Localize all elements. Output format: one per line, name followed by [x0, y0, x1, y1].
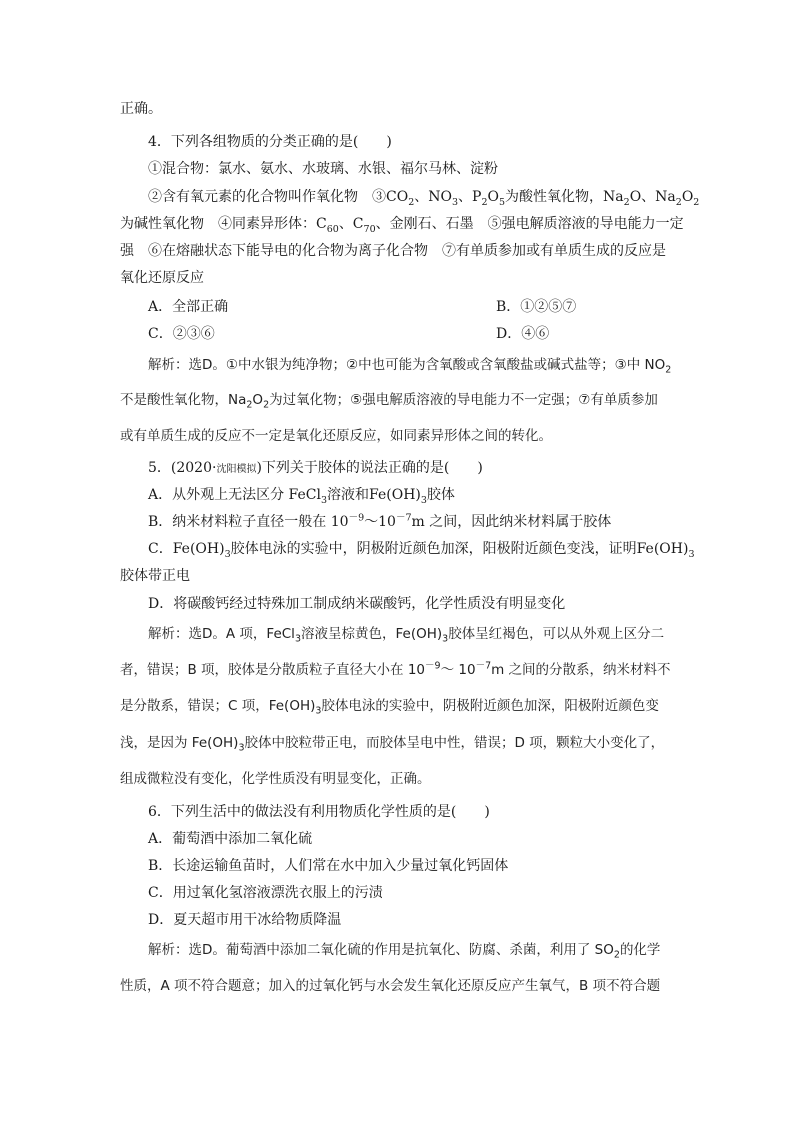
q4-solution-3: 或有单质生成的反应不一定是氧化还原反应，如同素异形体之间的转化。 — [120, 428, 552, 444]
prev-answer-tail: 正确。 — [120, 101, 162, 117]
q6-option-c: C．用过氧化氢溶液漂洗衣服上的污渍 — [148, 885, 383, 901]
q4-option-a: A．全部正确 — [148, 299, 229, 315]
q5-solution-2: 者，错误；B 项，胶体是分散质粒子直径大小在 $10^{-9}\sim$ $10^{-7}m$ 之间的分散系，纳米材料不 — [120, 660, 671, 678]
q6-solution-2: 性质，A 项不符合题意；加入的过氧化钙与水会发生氧化还原反应产生氧气，B 项不符合题 — [120, 978, 661, 994]
q4-item-4: 强 ⑥在熔融状态下能导电的化合物为离子化合物 ⑦有单质参加或有单质生成的反应是 — [120, 243, 666, 259]
q6-option-a: A．葡萄酒中添加二氧化硫 — [148, 831, 313, 847]
q6-option-d: D．夏天超市用干冰给物质降温 — [148, 912, 342, 928]
q5-solution-3: 是分散系，错误；C 项，$Fe(OH)_3$胶体电泳的实验中，阴极附近颜色加深，阳极附近颜色变 — [120, 698, 659, 717]
q4-item-1: ①混合物：氯水、氨水、水玻璃、水银、福尔马林、淀粉 — [148, 161, 498, 177]
q6-solution-1: 解析：选D。葡萄酒中添加二氧化硫的作用是抗氧化、防腐、杀菌，利用了 $SO_2$的化学 — [148, 942, 661, 961]
q4-item-2: ②含有氧元素的化合物叫作氧化物 $③CO_2$、$NO_3$、$P_2O_5$为酸性氧化物，$Na_2O$、$Na_2O_2$ — [148, 189, 700, 208]
q5-option-b: B．纳米材料粒子直径一般在 $10^{-9}\sim 10^{-7}m$ 之间，因此纳米材料属于胶体 — [148, 512, 612, 530]
q5-stem: 5．(2020·沈阳模拟)下列关于胶体的说法正确的是( ) — [148, 460, 483, 476]
q6-option-b: B．长途运输鱼苗时，人们常在水中加入少量过氧化钙固体 — [148, 858, 509, 874]
q4-stem: 4．下列各组物质的分类正确的是( ) — [148, 134, 392, 150]
q4-solution-2: 不是酸性氧化物，$Na_2O_2$为过氧化物；⑤强电解质溶液的导电能力不一定强；⑦有单质参加 — [120, 392, 658, 411]
q5-solution-5: 组成微粒没有变化，化学性质没有明显变化，正确。 — [120, 771, 431, 787]
q5-option-a: A．从外观上无法区分 FeCl$_3$溶液和$Fe(OH)_3$胶体 — [148, 487, 455, 506]
q5-option-d: D．将碳酸钙经过特殊加工制成纳米碳酸钙，化学性质没有明显变化 — [148, 596, 566, 612]
q4-item-3: 为碱性氧化物 ④同素异形体：$C_{60}$、$C_{70}$、金刚石、石墨 ⑤强电解质溶液的导电能力一定 — [120, 216, 684, 235]
q4-option-c: C．②③⑥ — [148, 326, 215, 342]
q5-solution-1: 解析：选D。A 项，FeCl$_3$溶液呈棕黄色，$Fe(OH)_3$胶体呈红褐色，可以从外观上区分二 — [148, 626, 665, 645]
q6-stem: 6．下列生活中的做法没有利用物质化学性质的是( ) — [148, 804, 490, 820]
q4-solution-1: 解析：选D。①中水银为纯净物；②中也可能为含氧酸或含氧酸盐或碱式盐等；③中 $NO_2$ — [148, 357, 672, 376]
q5-option-c: C．$Fe(OH)_3$胶体电泳的实验中，阴极附近颜色加深，阳极附近颜色变浅，证明$Fe(OH)_3$ — [148, 541, 695, 560]
q4-item-5: 氧化还原反应 — [120, 270, 204, 286]
q4-option-d: D．④⑥ — [496, 326, 550, 342]
q5-option-c-cont: 胶体带正电 — [120, 568, 190, 584]
q4-option-b: B．①②⑤⑦ — [496, 299, 577, 315]
q5-solution-4: 浅，是因为 $Fe(OH)_3$胶体中胶粒带正电，而胶体呈电中性，错误；D 项，颗粒大小变化了， — [120, 735, 665, 754]
